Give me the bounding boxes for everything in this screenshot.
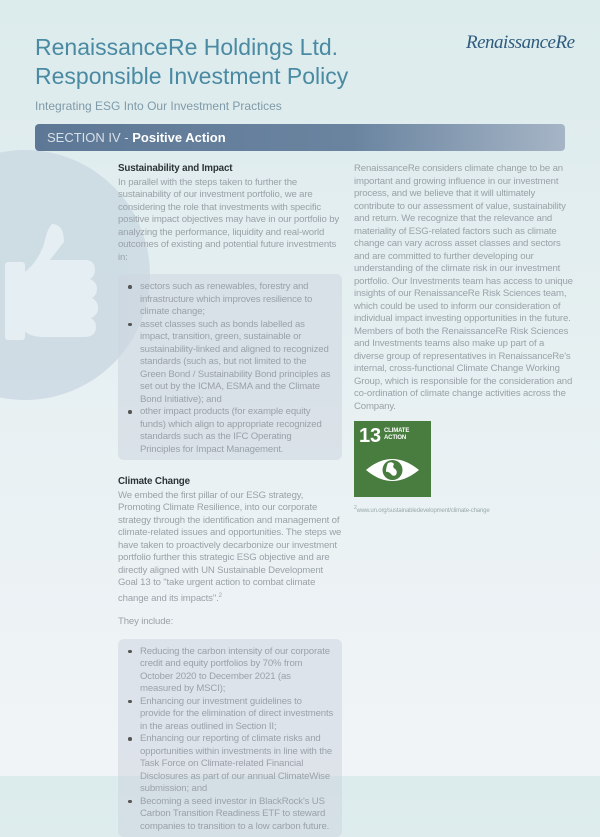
section-number: SECTION IV - [47,130,133,145]
heading-climate-change: Climate Change [118,476,190,487]
title-line-1: RenaissanceRe Holdings Ltd. [35,34,339,60]
bullet-box [118,639,342,837]
eye-globe-icon [364,454,421,486]
list-item: Reducing the carbon intensity of our corporate credit and equity portfolios by 70% from October 2020 to December 2021 (as measured by MSCI); [126,646,334,696]
footnote [354,504,574,515]
page-title [35,33,348,91]
paragraph-text: We embed the first pillar of our ESG strategy, Promoting Climate Resilience, into our corporate strategy through the identification and management of climate-related issues and opportunities. The steps we have taken to proactively decarbonize our investment portfolio further this strategic ESG objective and are directly aligned with UN Sustainable Development Goal 13 to "take urgent action to combat climate change and its impacts". [118,489,342,604]
section-header [35,124,565,151]
sdg-label [384,428,409,442]
footnote-ref: 2 [218,592,222,599]
page-subtitle: Integrating ESG Into Our Investment Practices [35,99,282,113]
left-column [118,163,342,837]
paragraph: RenaissanceRe considers climate change to be an important and growing influence in our investment process, and we believe that it will ultimately contribute to our assessment of value, sustainability and return. We recognize that the relevance and materiality of ESG-related factors such as climate change can vary across asset classes and sectors and are committed to further developing our understanding of the climate risk in our investment portfolio. Our Investments team has access to unique insights of our RenaissanceRe Risk Sciences team, which could be used to inform our consideration of individual impact investing opportunities in the future. Members of both the RenaissanceRe Risk Sciences and Investments teams also make up part of a diverse group of representatives in RenaissanceRe's internal, cross-functional Climate Change Working Group, which is responsible for the consideration and co-ordination of climate change activities across the Company. [354,163,573,412]
sdg-13-badge [354,421,431,497]
list-item: Enhancing our reporting of climate risks and opportunities within investments in line with the Task Force on Climate-related Financial Disclosures as part of our annual ClimateWise submission; and [126,733,334,796]
paragraph: They include: [118,616,174,628]
bullet-box [118,274,342,460]
title-line-2: Responsible Investment Policy [35,63,349,89]
list-item: Becoming a seed investor in BlackRock's US Carbon Transition Readiness ETF to steward companies to transition to a low carbon future. [126,796,334,834]
sdg-number: 13 [359,425,381,447]
sdg-label-1: CLIMATE [384,428,410,434]
section-title: Positive Action [132,130,226,145]
list-item: Enhancing our investment guidelines to provide for the elimination of direct investments in the areas outlined in Section II; [126,696,334,734]
heading-sustainability: Sustainability and Impact [118,163,233,174]
company-logo: RenaissanceRe [466,32,575,53]
list-item: asset classes such as bonds labelled as impact, transition, green, sustainable or sustainability-linked and aligned to recognized standards (such as, but not limited to the Green Bond / Sustainability Bond principles as set out by the ICMA, ESMA and the Climate Bond Initiative); and [126,319,334,407]
sdg-label-2: ACTION [384,435,407,441]
list-item: sectors such as renewables, forestry and infrastructure which improves resilience to climate change; [126,281,334,319]
list-item: other impact products (for example equity funds) which align to appropriate recognized standards such as the IFC Operating Principles for Impact Management. [126,406,334,456]
paragraph: In parallel with the steps taken to further the sustainability of our investment portfolio, we are considering the role that investments with specific positive impact objectives may have in our portfolio by analyzing the performance, liquidity and real-world outcomes of existing and potential future investments in: [118,176,340,263]
paragraph [118,490,342,606]
footnote-link: www.un.org/sustainabledevelopment/climate-change [356,508,490,514]
right-column [354,163,574,515]
footnote-mark: 2 [354,505,357,511]
